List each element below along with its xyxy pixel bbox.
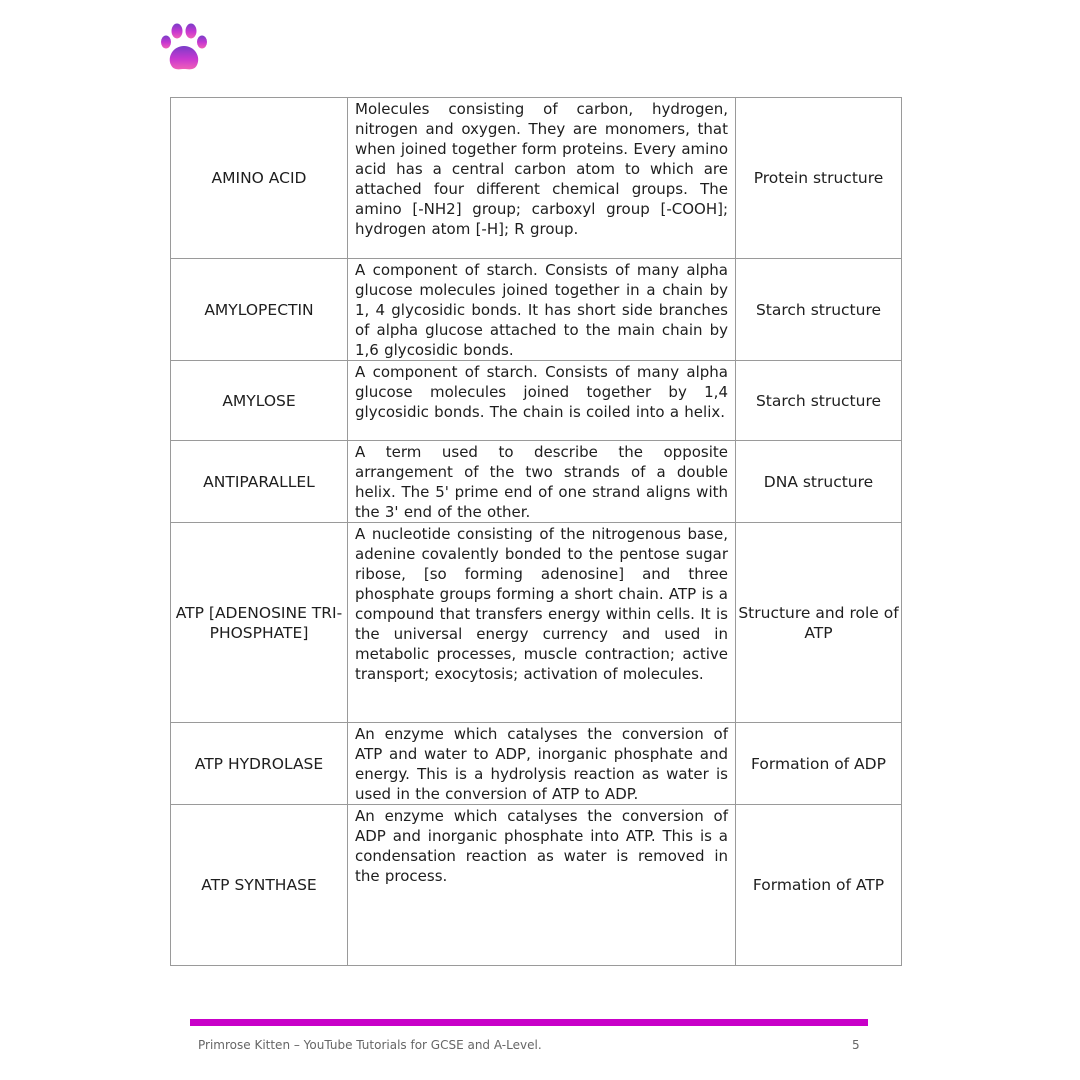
glossary-topic: DNA structure bbox=[736, 441, 902, 523]
glossary-definition: An enzyme which catalyses the conversion of ADP and inorganic phosphate into ATP. This is a condensation reaction as water is removed in the process. bbox=[355, 807, 728, 885]
glossary-table bbox=[170, 97, 902, 966]
glossary-term: ATP SYNTHASE bbox=[171, 805, 348, 966]
glossary-definition-cell bbox=[348, 805, 736, 966]
footer-divider bbox=[190, 1019, 868, 1026]
glossary-definition: A component of starch. Consists of many alpha glucose molecules joined together in a chain by 1, 4 glycosidic bonds. It has short side branches of alpha glucose attached to the main chain by 1,6 glycosidic bonds. bbox=[355, 261, 728, 359]
table-row bbox=[171, 441, 902, 523]
glossary-term: ATP HYDROLASE bbox=[171, 723, 348, 805]
table-row bbox=[171, 98, 902, 259]
glossary-term: AMINO ACID bbox=[171, 98, 348, 259]
glossary-definition-cell bbox=[348, 361, 736, 441]
paw-print-icon bbox=[158, 20, 210, 74]
glossary-term: ATP [ADENOSINE TRI-PHOSPHATE] bbox=[171, 523, 348, 723]
glossary-term: AMYLOPECTIN bbox=[171, 259, 348, 361]
page-number: 5 bbox=[852, 1038, 860, 1052]
table-row bbox=[171, 361, 902, 441]
glossary-topic: Structure and role of ATP bbox=[736, 523, 902, 723]
glossary-topic: Formation of ATP bbox=[736, 805, 902, 966]
glossary-topic: Formation of ADP bbox=[736, 723, 902, 805]
glossary-topic: Starch structure bbox=[736, 361, 902, 441]
glossary-definition-cell bbox=[348, 523, 736, 723]
glossary-definition-cell bbox=[348, 98, 736, 259]
glossary-definition: Molecules consisting of carbon, hydrogen, nitrogen and oxygen. They are monomers, that when joined together form proteins. Every amino acid has a central carbon atom to which are attached four different chemical groups. The amino [-NH2] group; carboxyl group [-COOH]; hydrogen atom [-H]; R group. bbox=[355, 100, 728, 238]
glossary-term: ANTIPARALLEL bbox=[171, 441, 348, 523]
table-row bbox=[171, 805, 902, 966]
glossary-term: AMYLOSE bbox=[171, 361, 348, 441]
glossary-topic: Starch structure bbox=[736, 259, 902, 361]
glossary-definition: A component of starch. Consists of many alpha glucose molecules joined together by 1,4 glycosidic bonds. The chain is coiled into a helix. bbox=[355, 363, 728, 421]
glossary-definition: An enzyme which catalyses the conversion of ATP and water to ADP, inorganic phosphate and energy. This is a hydrolysis reaction as water is used in the conversion of ATP to ADP. bbox=[355, 725, 728, 803]
glossary-definition-cell bbox=[348, 723, 736, 805]
table-row bbox=[171, 523, 902, 723]
glossary-definition-cell bbox=[348, 441, 736, 523]
glossary-definition: A term used to describe the opposite arrangement of the two strands of a double helix. The 5' prime end of one strand aligns with the 3' end of the other. bbox=[355, 443, 728, 521]
table-row bbox=[171, 723, 902, 805]
glossary-definition: A nucleotide consisting of the nitrogenous base, adenine covalently bonded to the pentose sugar ribose, [so forming adenosine] and three phosphate groups forming a short chain. ATP is a compound that transfers energy within cells. It is the universal energy currency and used in metabolic processes, muscle contraction; active transport; exocytosis; activation of molecules. bbox=[355, 525, 728, 683]
glossary-definition-cell bbox=[348, 259, 736, 361]
table-row bbox=[171, 259, 902, 361]
footer-text: Primrose Kitten – YouTube Tutorials for GCSE and A-Level. bbox=[198, 1038, 542, 1052]
glossary-topic: Protein structure bbox=[736, 98, 902, 259]
